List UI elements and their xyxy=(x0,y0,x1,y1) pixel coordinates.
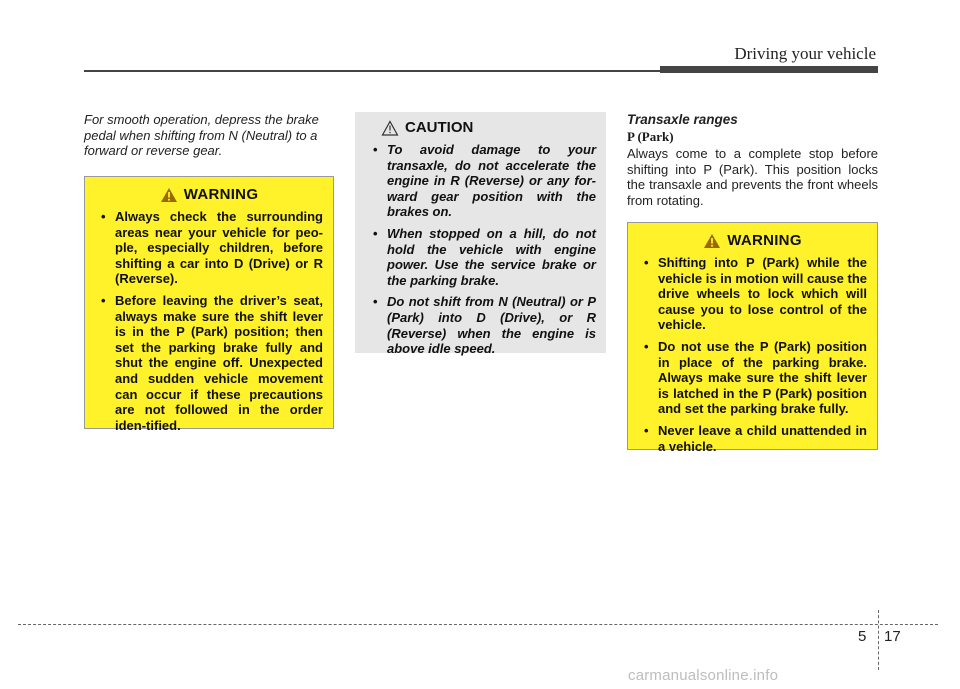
caution-item: • When stopped on a hill, do not hold the vehicle with engine power. Use the service brake or the parking brake. xyxy=(367,226,596,288)
caution-box xyxy=(355,112,606,357)
warning-list xyxy=(95,209,323,433)
header-rule-thin xyxy=(84,70,664,72)
caution-item: • To avoid damage to your transaxle, do not accelerate the engine in R (Reverse) or any for-ward gear position with the brakes on. xyxy=(367,142,596,220)
warning-title: WARNING xyxy=(727,232,802,250)
caution-title: CAUTION xyxy=(405,119,474,137)
caution-item: • Do not shift from N (Neutral) or P (Park) into D (Drive), or R (Reverse) when the engine is above idle speed. xyxy=(367,294,596,356)
caution-list xyxy=(367,142,596,357)
chapter-number: 5 xyxy=(858,628,867,645)
footer-divider xyxy=(878,610,879,670)
footer-rule xyxy=(18,624,938,625)
caution-triangle-icon xyxy=(381,120,399,136)
header-title: Driving your vehicle xyxy=(734,44,876,63)
warning-box-left xyxy=(84,176,334,433)
warning-item: • Always check the surrounding areas near your vehicle for peo-ple, especially children, before shifting a car into D (Drive) or R (Reverse). xyxy=(95,209,323,287)
warning-item: • Before leaving the driver’s seat, always make sure the shift lever is in the P (Park) position; then set the parking brake fully and shut the engine off. Unexpected and sudden vehicle movement can occur if these precautions are not followed in the order iden-tified. xyxy=(95,293,323,433)
warning-triangle-icon xyxy=(703,233,721,249)
body-paragraph: Always come to a complete stop before shifting into P (Park). This position locks the transaxle and prevents the front wheels from rotating. xyxy=(627,146,878,208)
warning-title: WARNING xyxy=(183,186,259,204)
caution-heading xyxy=(381,120,596,136)
warning-item: • Shifting into P (Park) while the vehicle is in motion will cause the drive wheels to lock which will cause you to lose control of the vehicle. xyxy=(638,255,867,333)
section-heading: Transaxle ranges xyxy=(627,112,738,127)
page-number: 17 xyxy=(884,628,901,645)
sub-heading: P (Park) xyxy=(627,129,674,144)
warning-list xyxy=(638,255,867,454)
header-rule-thick xyxy=(660,66,878,73)
warning-item: • Never leave a child unattended in a vehicle. xyxy=(638,423,867,454)
warning-heading xyxy=(95,187,323,203)
intro-text: For smooth operation, depress the brake pedal when shifting from N (Neutral) to a forward or reverse gear. xyxy=(84,112,319,158)
warning-triangle-icon xyxy=(160,187,178,203)
watermark: carmanualsonline.info xyxy=(628,667,779,684)
warning-heading xyxy=(638,233,867,249)
warning-item: • Do not use the P (Park) position in place of the parking brake. Always make sure the shift lever is latched in the P (Park) position and set the parking brake fully. xyxy=(638,339,867,417)
warning-box-right xyxy=(627,222,878,454)
